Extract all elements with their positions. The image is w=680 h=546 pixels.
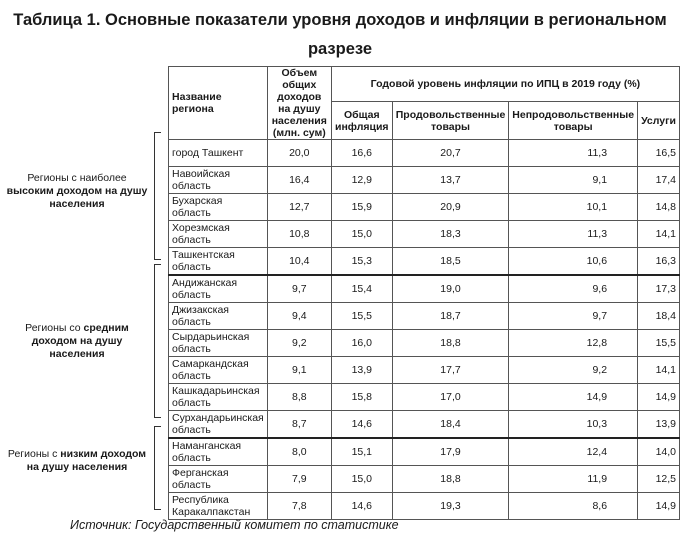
table-row [169,140,680,167]
nonfood-inflation-value: 11,3 [509,221,638,248]
header-region: Название региона [169,67,268,140]
table-row [169,384,680,411]
services-inflation-value: 16,5 [638,140,680,167]
services-inflation-value: 14,1 [638,221,680,248]
nonfood-inflation-value: 11,3 [509,140,638,167]
income-value: 9,7 [267,275,331,303]
general-inflation-value: 15,0 [331,466,392,493]
region-name: Андижанская область [169,275,268,303]
income-value: 10,4 [267,248,331,276]
food-inflation-value: 13,7 [392,167,509,194]
services-inflation-value: 15,5 [638,330,680,357]
nonfood-inflation-value: 10,1 [509,194,638,221]
nonfood-inflation-value: 9,7 [509,303,638,330]
region-name: Сурхандарьинская область [169,411,268,439]
nonfood-inflation-value: 8,6 [509,493,638,520]
region-name: Ферганская область [169,466,268,493]
nonfood-inflation-value: 11,9 [509,466,638,493]
food-inflation-value: 19,0 [392,275,509,303]
table-row [169,357,680,384]
region-name: Самаркандская область [169,357,268,384]
general-inflation-value: 12,9 [331,167,392,194]
income-value: 8,8 [267,384,331,411]
services-inflation-value: 18,4 [638,303,680,330]
nonfood-inflation-value: 9,2 [509,357,638,384]
services-inflation-value: 14,9 [638,493,680,520]
income-inflation-table [168,66,680,520]
group-label-mid: Регионы со средним доходом на душу населения [25,322,129,360]
food-inflation-value: 20,9 [392,194,509,221]
table-row [169,303,680,330]
region-name: Хорезмская область [169,221,268,248]
services-inflation-value: 14,9 [638,384,680,411]
income-value: 8,7 [267,411,331,439]
general-inflation-value: 14,6 [331,411,392,439]
table-row [169,248,680,276]
food-inflation-value: 17,0 [392,384,509,411]
table-row [169,194,680,221]
services-inflation-value: 17,3 [638,275,680,303]
services-inflation-value: 14,0 [638,438,680,466]
header-nonfood: Непродовольственные товары [509,102,638,140]
region-name: Кашкадарьинская область [169,384,268,411]
income-value: 9,2 [267,330,331,357]
services-inflation-value: 14,8 [638,194,680,221]
general-inflation-value: 15,9 [331,194,392,221]
table-row [169,438,680,466]
region-name: Навоийская область [169,167,268,194]
table-row [169,466,680,493]
header-services: Услуги [638,102,680,140]
general-inflation-value: 15,5 [331,303,392,330]
group-bracket-low [154,426,161,510]
table-row [169,411,680,439]
general-inflation-value: 16,6 [331,140,392,167]
income-value: 9,1 [267,357,331,384]
region-name: город Ташкент [169,140,268,167]
income-value: 12,7 [267,194,331,221]
income-value: 16,4 [267,167,331,194]
services-inflation-value: 12,5 [638,466,680,493]
region-name: Наманганская область [169,438,268,466]
table-row [169,275,680,303]
income-value: 7,9 [267,466,331,493]
header-general: Общая инфляция [331,102,392,140]
services-inflation-value: 17,4 [638,167,680,194]
region-name: Республика Каракалпакстан [169,493,268,520]
general-inflation-value: 14,6 [331,493,392,520]
income-value: 7,8 [267,493,331,520]
general-inflation-value: 15,4 [331,275,392,303]
general-inflation-value: 15,3 [331,248,392,276]
group-label-high: Регионы с наиболее высоким доходом на душу населения [6,172,148,210]
nonfood-inflation-value: 10,3 [509,411,638,439]
food-inflation-value: 17,9 [392,438,509,466]
group-bracket-high [154,132,161,260]
food-inflation-value: 18,3 [392,221,509,248]
food-inflation-value: 20,7 [392,140,509,167]
region-name: Сырдарьинская область [169,330,268,357]
food-inflation-value: 18,8 [392,466,509,493]
food-inflation-value: 18,4 [392,411,509,439]
services-inflation-value: 16,3 [638,248,680,276]
income-value: 9,4 [267,303,331,330]
region-name: Бухарская область [169,194,268,221]
general-inflation-value: 16,0 [331,330,392,357]
nonfood-inflation-value: 14,9 [509,384,638,411]
table-title-line2: разрезе [307,40,373,58]
food-inflation-value: 18,5 [392,248,509,276]
food-inflation-value: 18,7 [392,303,509,330]
general-inflation-value: 13,9 [331,357,392,384]
table-title [0,8,680,61]
general-inflation-value: 15,8 [331,384,392,411]
table-row [169,167,680,194]
nonfood-inflation-value: 12,4 [509,438,638,466]
table-row [169,330,680,357]
header-food: Продовольственные товары [392,102,509,140]
income-value: 10,8 [267,221,331,248]
food-inflation-value: 19,3 [392,493,509,520]
nonfood-inflation-value: 9,1 [509,167,638,194]
general-inflation-value: 15,0 [331,221,392,248]
header-inflation-group: Годовой уровень инфляции по ИПЦ в 2019 году (%) [331,67,679,102]
table-title-line1: Таблица 1. Основные показатели уровня доходов и инфляции в региональном [13,11,667,29]
header-income: Объем общих доходов на душу населения (млн. сум) [267,67,331,140]
nonfood-inflation-value: 9,6 [509,275,638,303]
region-name: Джизакская область [169,303,268,330]
services-inflation-value: 13,9 [638,411,680,439]
table-row [169,221,680,248]
income-value: 8,0 [267,438,331,466]
nonfood-inflation-value: 10,6 [509,248,638,276]
food-inflation-value: 18,8 [392,330,509,357]
source-note: Источник: Государственный комитет по статистике [70,518,399,532]
food-inflation-value: 17,7 [392,357,509,384]
group-bracket-mid [154,264,161,418]
region-name: Ташкентская область [169,248,268,276]
services-inflation-value: 14,1 [638,357,680,384]
table-row [169,493,680,520]
nonfood-inflation-value: 12,8 [509,330,638,357]
group-label-low: Регионы с низким доходом на душу населения [7,448,147,473]
income-value: 20,0 [267,140,331,167]
general-inflation-value: 15,1 [331,438,392,466]
